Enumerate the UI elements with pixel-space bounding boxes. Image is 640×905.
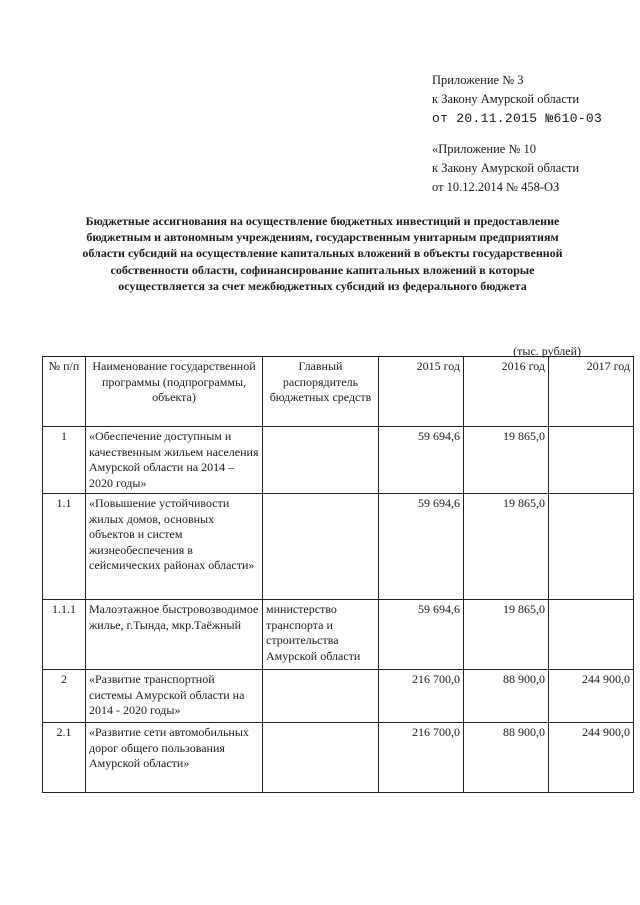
- cell-2016: 88 900,0: [464, 723, 549, 793]
- cell-num: 2: [43, 670, 86, 723]
- annex-law: к Закону Амурской области: [432, 92, 580, 106]
- annex-law: к Закону Амурской области: [432, 161, 580, 175]
- table-row: [43, 600, 634, 670]
- annex-date-number: от 10.12.2014 № 458-ОЗ: [432, 180, 560, 194]
- title-line: бюджетным и автономным учреждениям, государственным унитарным предприятиям: [86, 230, 559, 245]
- cell-name: «Обеспечение доступным и качественным жильем населения Амурской области на 2014 – 2020 годы»: [86, 427, 263, 494]
- cell-2017: [549, 600, 634, 670]
- header-name: Наименование государственной программы (подпрограммы, объекта): [86, 357, 263, 427]
- cell-2017: [549, 427, 634, 494]
- cell-2017: 244 900,0: [549, 723, 634, 793]
- annex-reference-original: [432, 140, 579, 197]
- cell-admin: [263, 427, 379, 494]
- cell-num: 2.1: [43, 723, 86, 793]
- table-row: [43, 427, 634, 494]
- cell-2017: [549, 494, 634, 600]
- title-line: осуществляется за счет межбюджетных субсидий из федерального бюджета: [118, 278, 527, 293]
- header-2016: 2016 год: [464, 357, 549, 427]
- annex-number: Приложение № 3: [432, 73, 524, 87]
- header-admin: Главный распорядитель бюджетных средств: [263, 357, 379, 427]
- cell-admin: [263, 723, 379, 793]
- budget-table: [42, 356, 634, 793]
- cell-2016: 19 865,0: [464, 427, 549, 494]
- cell-2015: 59 694,6: [379, 427, 464, 494]
- table-header-row: [43, 357, 634, 427]
- table-row: [43, 723, 634, 793]
- cell-name: «Повышение устойчивости жилых домов, основных объектов и систем жизнеобеспечения в сейсмических районах области»: [86, 494, 263, 600]
- cell-num: 1.1: [43, 494, 86, 600]
- annex-date-number: от 20.11.2015 №610-03: [432, 111, 603, 126]
- cell-num: 1: [43, 427, 86, 494]
- annex-number: «Приложение № 10: [432, 142, 537, 156]
- title-line: области субсидий на осуществление капитальных вложений в объекты государственной: [82, 246, 563, 261]
- title-line: собственности области, софинансирование капитальных вложений в которые: [110, 262, 535, 277]
- table-row: [43, 670, 634, 723]
- title-line: Бюджетные ассигнования на осуществление бюджетных инвестиций и предоставление: [85, 214, 560, 228]
- table-row: [43, 494, 634, 600]
- cell-2017: 244 900,0: [549, 670, 634, 723]
- cell-2016: 19 865,0: [464, 494, 549, 600]
- header-2015: 2015 год: [379, 357, 464, 427]
- cell-admin: [263, 494, 379, 600]
- annex-reference-current: [432, 71, 602, 128]
- units-note: (тыс. рублей): [513, 344, 581, 358]
- cell-2015: 216 700,0: [379, 670, 464, 723]
- cell-2016: 88 900,0: [464, 670, 549, 723]
- cell-2015: 216 700,0: [379, 723, 464, 793]
- cell-2015: 59 694,6: [379, 600, 464, 670]
- header-2017: 2017 год: [549, 357, 634, 427]
- cell-num: 1.1.1: [43, 600, 86, 670]
- cell-2016: 19 865,0: [464, 600, 549, 670]
- cell-admin: министерство транспорта и строительства Амурской области: [263, 600, 379, 670]
- header-num: № п/п: [43, 357, 86, 427]
- cell-name: «Развитие сети автомобильных дорог общего пользования Амурской области»: [86, 723, 263, 793]
- cell-name: «Развитие транспортной системы Амурской области на 2014 - 2020 годы»: [86, 670, 263, 723]
- cell-admin: [263, 670, 379, 723]
- document-title: [50, 213, 595, 294]
- cell-name: Малоэтажное быстровозводимое жилье, г.Тында, мкр.Таёжный: [86, 600, 263, 670]
- cell-2015: 59 694,6: [379, 494, 464, 600]
